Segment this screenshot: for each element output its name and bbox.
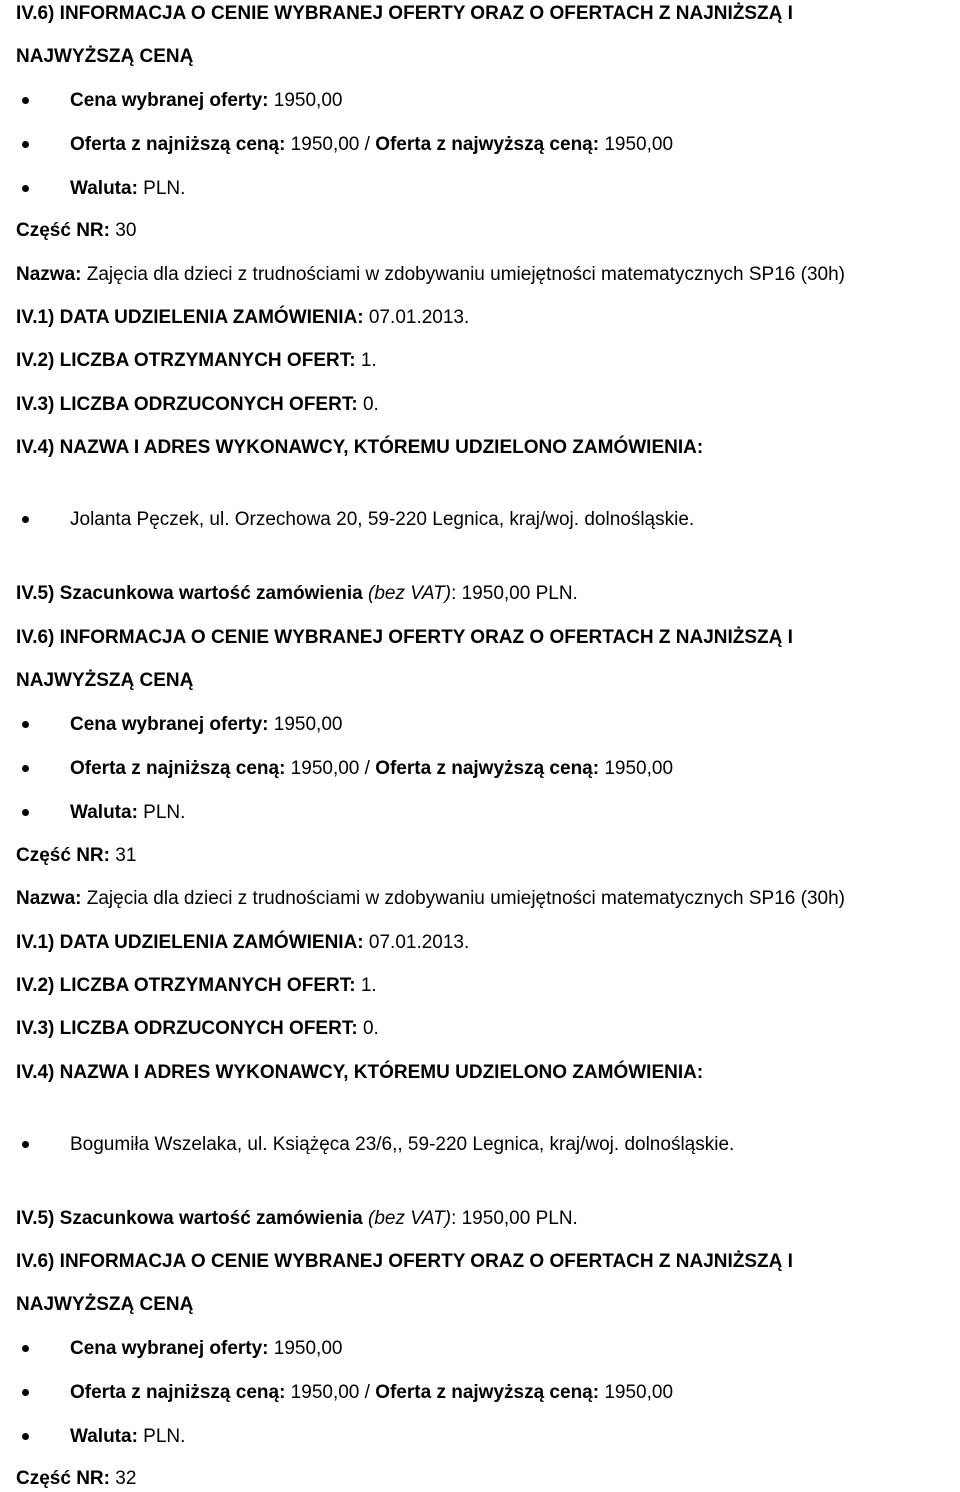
estimated-value: IV.5) Szacunkowa wartość zamówienia (bez VAT): 1950,00 PLN.: [16, 1208, 578, 1229]
lowest-highest-price: Oferta z najniższą ceną: 1950,00 / Oferta z najwyższą ceną: 1950,00: [70, 758, 674, 779]
bullet-icon: [22, 1345, 29, 1352]
bullet-icon: [22, 1433, 29, 1440]
bullet-icon: [22, 1141, 29, 1148]
bullet-icon: [22, 141, 29, 148]
bullet-icon: [22, 1389, 29, 1396]
bullet-icon: [22, 765, 29, 772]
bullet-icon: [22, 516, 29, 523]
contractor-heading: IV.4) NAZWA I ADRES WYKONAWCY, KTÓREMU UDZIELONO ZAMÓWIENIA:: [16, 1062, 704, 1083]
award-date: IV.1) DATA UDZIELENIA ZAMÓWIENIA: 07.01.2013.: [16, 307, 470, 328]
offers-rejected: IV.3) LICZBA ODRZUCONYCH OFERT: 0.: [16, 394, 379, 415]
contractor-address: Jolanta Pęczek, ul. Orzechowa 20, 59-220 Legnica, kraj/woj. dolnośląskie.: [70, 509, 695, 530]
part-number: Część NR: 31: [16, 845, 137, 866]
lowest-highest-price: Oferta z najniższą ceną: 1950,00 / Oferta z najwyższą ceną: 1950,00: [70, 1382, 674, 1403]
selected-offer-price: Cena wybranej oferty: 1950,00: [70, 90, 343, 111]
contractor-address: Bogumiła Wszelaka, ul. Książęca 23/6,, 59-220 Legnica, kraj/woj. dolnośląskie.: [70, 1134, 735, 1155]
part-number: Część NR: 32: [16, 1468, 137, 1489]
section-heading-iv6-continued: NAJWYŻSZĄ CENĄ: [16, 46, 194, 67]
part-number: Część NR: 30: [16, 220, 137, 241]
currency: Waluta: PLN.: [70, 802, 186, 823]
currency: Waluta: PLN.: [70, 178, 186, 199]
award-date: IV.1) DATA UDZIELENIA ZAMÓWIENIA: 07.01.2013.: [16, 932, 470, 953]
offers-received: IV.2) LICZBA OTRZYMANYCH OFERT: 1.: [16, 975, 377, 996]
bullet-icon: [22, 97, 29, 104]
section-heading-iv6-continued: NAJWYŻSZĄ CENĄ: [16, 1294, 194, 1315]
part-name: Nazwa: Zajęcia dla dzieci z trudnościami w zdobywaniu umiejętności matematycznych SP16 (30h): [16, 888, 845, 909]
lowest-highest-price: Oferta z najniższą ceną: 1950,00 / Oferta z najwyższą ceną: 1950,00: [70, 134, 674, 155]
section-heading-iv6: IV.6) INFORMACJA O CENIE WYBRANEJ OFERTY ORAZ O OFERTACH Z NAJNIŻSZĄ I: [16, 3, 793, 24]
bullet-icon: [22, 721, 29, 728]
section-heading-iv6: IV.6) INFORMACJA O CENIE WYBRANEJ OFERTY ORAZ O OFERTACH Z NAJNIŻSZĄ I: [16, 627, 793, 648]
currency: Waluta: PLN.: [70, 1426, 186, 1447]
section-heading-iv6-continued: NAJWYŻSZĄ CENĄ: [16, 670, 194, 691]
selected-offer-price: Cena wybranej oferty: 1950,00: [70, 1338, 343, 1359]
contractor-heading: IV.4) NAZWA I ADRES WYKONAWCY, KTÓREMU UDZIELONO ZAMÓWIENIA:: [16, 437, 704, 458]
offers-rejected: IV.3) LICZBA ODRZUCONYCH OFERT: 0.: [16, 1018, 379, 1039]
offers-received: IV.2) LICZBA OTRZYMANYCH OFERT: 1.: [16, 350, 377, 371]
part-name: Nazwa: Zajęcia dla dzieci z trudnościami w zdobywaniu umiejętności matematycznych SP16 (30h): [16, 264, 845, 285]
bullet-icon: [22, 809, 29, 816]
bullet-icon: [22, 185, 29, 192]
section-heading-iv6: IV.6) INFORMACJA O CENIE WYBRANEJ OFERTY ORAZ O OFERTACH Z NAJNIŻSZĄ I: [16, 1251, 793, 1272]
selected-offer-price: Cena wybranej oferty: 1950,00: [70, 714, 343, 735]
estimated-value: IV.5) Szacunkowa wartość zamówienia (bez VAT): 1950,00 PLN.: [16, 583, 578, 604]
